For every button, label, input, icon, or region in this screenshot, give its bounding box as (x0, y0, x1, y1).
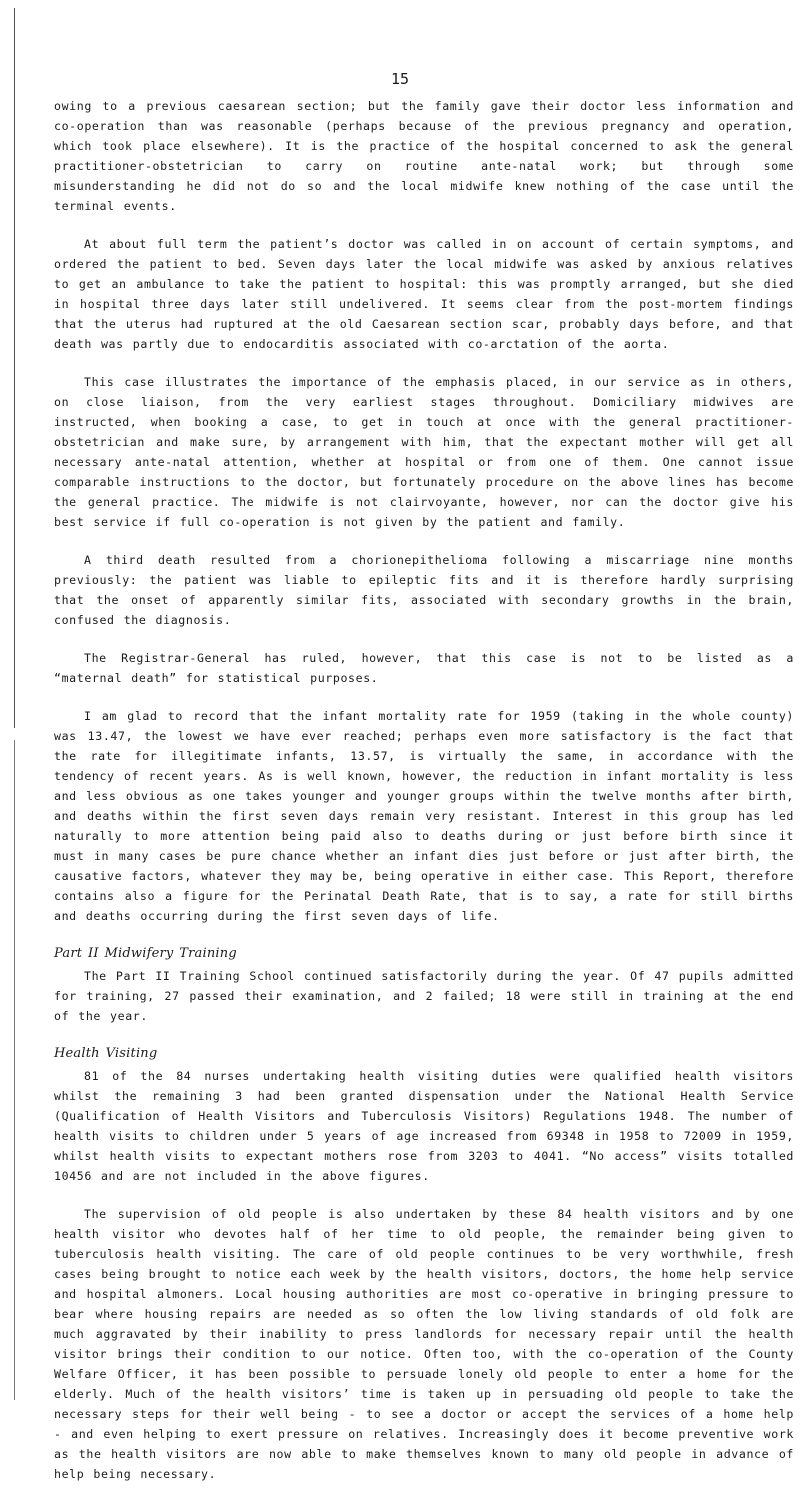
paragraph-health-visitors: 81 of the 84 nurses undertaking health visiting duties were qualified health visitors whilst the remaining 3 had been granted dispensation under the National Health Service (Qualification of Health Visitors and Tuberculosis Visitors) Regulations 1948. The number of health visits to children under 5 years of age increased from 69348 in 1958 to 72009 in 1959, whilst health visits to expectant mothers rose from 3203 to 4041. “No access” visits totalled 10456 and are not included in the above figures. (54, 1069, 794, 1183)
paragraph-infant-mortality: I am glad to record that the infant mortality rate for 1959 (taking in the whole county) was 13.47, the lowest we have ever reached; perhaps even more satisfactory is the fact that the rate for illegitimate infants, 13.57, is virtually the same, in accordance with the tendency of recent years. As is well known, however, the reduction in infant mortality is less and less obvious as one takes younger and younger groups within the twelve months after birth, and deaths within the first seven days remain very resistant. Interest in this group has led naturally to more attention being paid also to deaths during or just before birth since it must in many cases be pure chance whether an infant dies just before or just after birth, the causative factors, whatever they may be, being operative in either case. This Report, therefore contains also a figure for the Perinatal Death Rate, that is to say, a rate for still births and deaths occurring during the first seven days of life. (54, 709, 794, 923)
section-heading-health-visiting: Health Visiting (54, 1046, 158, 1061)
paragraph-registrar-general: The Registrar-General has ruled, however, that this case is not to be listed as a “maternal death” for statistical purposes. (54, 651, 794, 685)
paragraph-continuation: owing to a previous caesarean section; but the family gave their doctor less information and co-operation than was reasonable (perhaps because of the previous pregnancy and operation, which took place elsewhere). It is the practice of the hospital concerned to ask the general practitioner-obstetrician to carry on routine ante-natal work; but through some misunderstanding he did not do so and the local midwife knew nothing of the case until the terminal events. (54, 99, 794, 213)
paragraph-third-death: A third death resulted from a chorionepithelioma following a miscarriage nine months previously: the patient was liable to epileptic fits and it is therefore hardly surprising that the onset of apparently similar fits, associated with secondary growths in the brain, confused the diagnosis. (54, 553, 794, 627)
paragraph-old-people: The supervision of old people is also undertaken by these 84 health visitors and by one health visitor who devotes half of her time to old people, the remainder being given to tuberculosis health visiting. The care of old people continues to be very worthwhile, fresh cases being brought to notice each week by the health visitors, doctors, the home help service and hospital almoners. Local housing authorities are most co-operative in bringing pressure to bear where housing repairs are needed as so often the low living standards of old folk are much aggravated by their inability to press landlords for necessary repair until the health visitor brings their condition to our notice. Often too, with the co-operation of the County Welfare Officer, it has been possible to persuade lonely old people to enter a home for the elderly. Much of the health visitors’ time is taken up in persuading old people to take the necessary steps for their well being - to see a doctor or accept the services of a home help - and even helping to exert pressure on relatives. Increasingly does it become preventive work as the health visitors are now able to make themselves known to many old people in advance of help being necessary. (54, 1207, 794, 1481)
document-body (54, 96, 794, 1502)
paragraph-liaison: This case illustrates the importance of the emphasis placed, in our service as in others, on close liaison, from the very earliest stages throughout. Domiciliary midwives are instructed, when booking a case, to get in touch at once with the general practitioner-obstetrician and make sure, by arrangement with him, that the expectant mother will get all necessary ante-natal attention, whether at hospital or from one of them. One cannot issue comparable instructions to the doctor, but fortunately procedure on the above lines has become the general practice. The midwife is not clairvoyante, however, nor can the doctor give his best service if full co-operation is not given by the patient and family. (54, 375, 794, 529)
paragraph-training-school: The Part II Training School continued satisfactorily during the year. Of 47 pupils admitted for training, 27 passed their examination, and 2 failed; 18 were still in training at the end of the year. (54, 969, 794, 1023)
page-number: 15 (390, 70, 410, 88)
binding-margin-line (14, 8, 15, 728)
binding-margin-line-lower (14, 740, 15, 1400)
section-heading-midwifery-training: Part II Midwifery Training (54, 946, 237, 961)
paragraph-full-term: At about full term the patient’s doctor was called in on account of certain symptoms, and ordered the patient to bed. Seven days later the local midwife was asked by anxious relatives to get an ambulance to take the patient to hospital: this was promptly arranged, but she died in hospital three days later still undelivered. It seems clear from the post-mortem findings that the uterus had ruptured at the old Caesarean section scar, probably days before, and that death was partly due to endocarditis associated with co-arctation of the aorta. (54, 237, 794, 351)
